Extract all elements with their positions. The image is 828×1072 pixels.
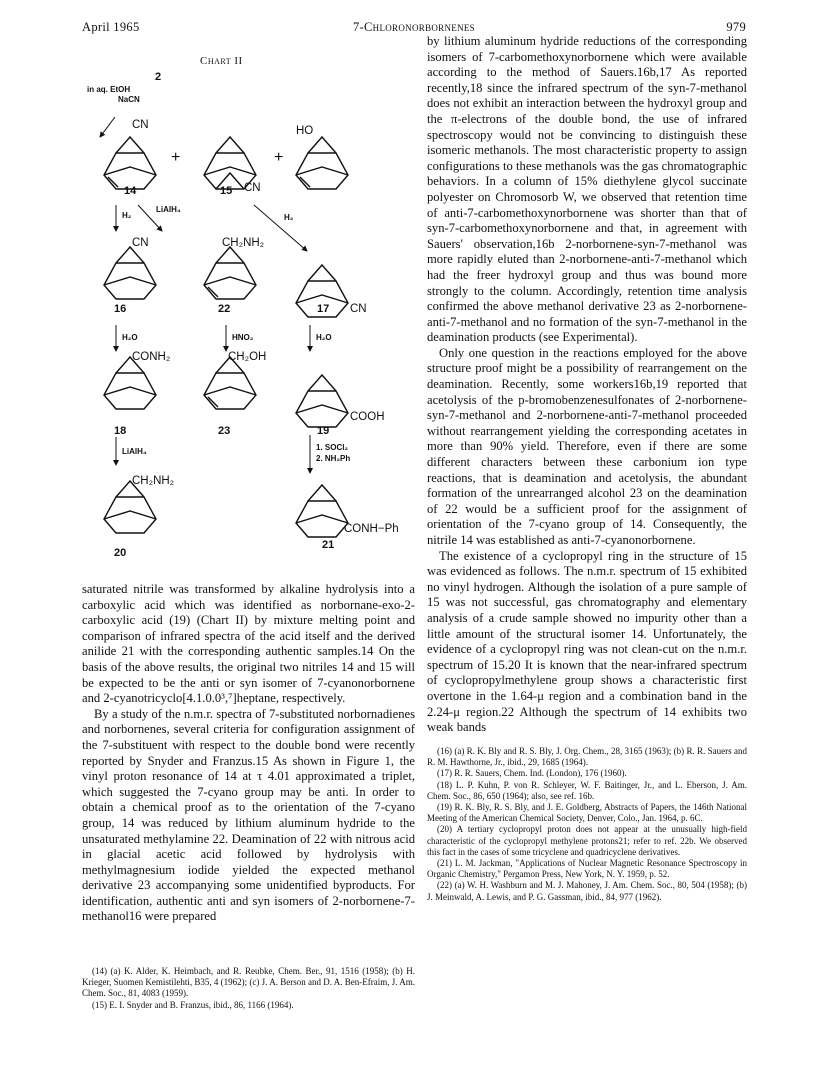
compound-number-22: 22 [218, 303, 231, 315]
substituent-22: CH₂NH₂ [222, 237, 265, 249]
footnote-17: (17) R. R. Sauers, Chem. Ind. (London), 176 (1960). [437, 768, 627, 779]
reaction-scheme-chart [82, 55, 415, 575]
footnote-14: (14) (a) K. Alder, K. Heimbach, and R. Reubke, Chem. Ber., 91, 1516 (1958); (b) H. Krieger, Suomen Kemistilehti, B35, 4 (1962); (c) J. A. Berson and D. A. Ben-Efraim, J. Am. Chem. Soc., 81, 4083 (1959). [82, 966, 415, 999]
substituent-21: CONH−Ph [344, 523, 399, 535]
structure-22 [204, 247, 256, 299]
running-header-date: April 1965 [82, 20, 140, 34]
structure-23 [204, 357, 256, 409]
reagent-lialh4-second: LiAlH₄ [122, 447, 147, 456]
compound-number-17: 17 [317, 303, 330, 315]
reagent-h2-second: H₂ [284, 213, 294, 222]
reagent-lialh4-first: LiAlH₄ [156, 205, 181, 214]
running-header-title: 7-Chloronorbornenes [353, 20, 475, 34]
compound-number-2: 2 [155, 71, 162, 83]
compound-number-21: 21 [322, 539, 335, 551]
chart-title: Chart II [200, 55, 243, 67]
compound-number-15: 15 [220, 185, 233, 197]
substituent-17: CN [350, 303, 367, 315]
footnote-20: (20) A tertiary cyclopropyl proton does not appear at the unusually high-field characteristic of the cyclopropyl methylene protons21; refer to ref. 22b. We observed this fact in the cases of some tricyclene and quadricyclene derivatives. [427, 824, 747, 857]
right-paragraph-1: by lithium aluminum hydride reductions of the corresponding isomers of 7-carbomethoxynorbornene which were available according to the method of Sauers.16b,17 As reported recently,18 since the infrared spectrum of the syn-7-methanol does not exhibit an interaction between the hydroxyl group and the π-electrons of the double bond, the use of infrared spectroscopy would not be convincing to distinguish these isomeric methanols. The most characteristic property to assign configurations to these methanols was the gas chromatographic behaviors. In a column of 15% diethylene glycol succinate polyester on Chromosorb W, we observed that retention time of anti-7-carbomethoxynorbornene was shorter than that of syn-7-carbomethoxynorbornene and that, in agreement with Sauers' observation,16b 2-norbornene-syn-7-methanol was more rapidly eluted than 2-norbornene-anti-7-methanol which had the freer hydroxyl group and thus was bound more strongly to the column. Accordingly, retention time analysis confirmed the above methanol derivative 23 as 2-norbornene-anti-7-methanol and no formation of the syn-7-methanol in the deamination products (see Experimental). [427, 34, 747, 345]
page-number: 979 [726, 20, 746, 34]
substituent-18: CONH₂ [132, 351, 171, 363]
reagent-nacn: NaCN [118, 95, 140, 104]
compound-number-23: 23 [218, 425, 231, 437]
reagent-h2o-first: H₂O [122, 333, 138, 342]
scheme-drawing [82, 55, 415, 575]
compound-number-16: 16 [114, 303, 127, 315]
reagent-h2o-second: H₂O [316, 333, 332, 342]
structure-20 [104, 481, 156, 533]
structure-2-alcohol [296, 137, 348, 189]
structure-16 [104, 247, 156, 299]
substituent-14: CN [132, 119, 149, 131]
compound-number-20: 20 [114, 547, 127, 559]
structure-21 [296, 485, 348, 537]
substituent-19: COOH [350, 411, 385, 423]
reagent-socl2: 1. SOCl₂ [316, 443, 349, 452]
compound-number-14: 14 [124, 185, 137, 197]
plus-sign-1: + [171, 149, 181, 166]
right-paragraph-2: Only one question in the reactions employed for the above structure proof might be a possibility of rearrangement on the deamination. Recently, some workers16b,19 reported that acetolysis of the p-bromobenzenesulfonates of 2-norbornene-syn-7-methanol and 2-norbornene-anti-7-methanol proceeded without rearrangement yielding the corresponding acetates in more than 90% yield. Therefore, even if there are some different characters between these carbonium ion type reactions, that is deamination and acetolysis, the abundant formation of the unrearranged alcohol 23 on the deamination of 22 would be a sufficient proof for the assignment of orientation of the 7-cyano group of 14. Consequently, the nitrile 14 was established as anti-7-cyanonorbornene. [427, 345, 747, 547]
reagent-h2-first: H₂ [122, 211, 132, 220]
substituent-20: CH₂NH₂ [132, 475, 175, 487]
compound-number-19: 19 [317, 425, 330, 437]
plus-sign-2: + [274, 149, 284, 166]
structure-18 [104, 357, 156, 409]
compound-number-18: 18 [114, 425, 127, 437]
footnote-16: (16) (a) R. K. Bly and R. S. Bly, J. Org. Chem., 28, 3165 (1963); (b) R. R. Sauers and R. M. Hawthorne, Jr., ibid., 29, 1685 (1964). [427, 746, 747, 768]
reagent-aniline: 2. NH₂Ph [316, 454, 351, 463]
substituent-15-cn: CN [244, 182, 261, 194]
substituent-23: CH₂OH [228, 351, 267, 363]
footnote-21: (21) L. M. Jackman, "Applications of Nuclear Magnetic Resonance Spectroscopy in Organic Chemistry," Pergamon Press, New York, N. Y. 1959, p. 52. [427, 858, 747, 880]
footnote-19: (19) R. K. Bly, R. S. Bly, and J. E. Goldberg, Abstracts of Papers, the 146th National Meeting of the American Chemical Society, Denver, Colo., Jan. 1964, p. 6C. [427, 802, 747, 824]
footnote-22: (22) (a) W. H. Washburn and M. J. Mahoney, J. Am. Chem. Soc., 80, 504 (1958); (b) J. Meinwald, A. Lewis, and P. G. Gassman, ibid., 84, 977 (1962). [427, 880, 747, 902]
right-paragraph-3: The existence of a cyclopropyl ring in the structure of 15 was evidenced as follows. The n.m.r. spectrum of 15 exhibited no vinyl hydrogen. Although the isolation of a pure sample of 15 was not successful, gas chromatography and elementary analysis of a crude sample showed no impurity other than a little amount of the structural isomer 14. Unfortunately, the evidence of a cyclopropyl ring was not clean-cut on the n.m.r. spectrum of 15.20 It is known that the near-infrared spectrum of cyclopropylmethylene group shows a characteristic first overtone in the 1.64-μ region and a combination band in the 2.24-μ region.22 Although the spectrum of 14 exhibits two weak bands [427, 548, 747, 735]
left-paragraph-2: By a study of the n.m.r. spectra of 7-substituted norbornadienes and norbornenes, several criteria for configuration assignment of the 7-substituent with respect to the double bond were recently reported by Snyder and Franzus.15 As shown in Figure 1, the vinyl proton resonance of 14 at τ 4.01 approximated a triplet, which suggested the 7-cyano group may be anti. In order to obtain a chemical proof as to the orientation of the 7-cyano group, 14 was reduced by lithium aluminum hydride to the unsaturated methylamine 22. Deamination of 22 with nitrous acid in glacial acetic acid followed by hydrolysis with methylmagnesium iodide yielded the expected methanol derivative 23 accompanying some unidentified byproducts. For identification, authentic anti and syn isomers of 2-norbornene-7-methanol16 were prepared [82, 706, 415, 924]
right-column-text [427, 34, 747, 736]
left-footnotes [82, 966, 415, 1011]
reagent-start-solvent: in aq. EtOH [87, 85, 131, 94]
substituent-16: CN [132, 237, 149, 249]
structure-19 [296, 375, 348, 427]
left-column-text [82, 582, 415, 925]
footnote-18: (18) L. P. Kuhn, P. von R. Schleyer, W. F. Baitinger, Jr., and L. Eberson, J. Am. Chem. Soc., 86, 650 (1964); also, see ref. 16b. [427, 779, 747, 801]
right-footnotes [427, 746, 747, 903]
structure-14 [104, 137, 156, 189]
reagent-hno2: HNO₂ [232, 333, 254, 342]
footnote-15: (15) E. I. Snyder and B. Franzus, ibid., 86, 1166 (1964). [92, 999, 294, 1010]
substituent-15-ho: HO [296, 125, 314, 137]
left-paragraph-1: saturated nitrile was transformed by alkaline hydrolysis into a carboxylic acid which was identified as norbornane-exo-2-carboxylic acid (19) (Chart II) by mixture melting point and comparison of infrared spectra of the acid itself and the derived anilide 21 with the corresponding authentic samples.14 On the basis of the above results, the original two nitriles 14 and 15 will be expected to be the anti or syn isomer of 7-cyanonorbornene and 2-cyanotricyclo[4.1.0.0³,⁷]heptane, respectively. [82, 582, 415, 706]
